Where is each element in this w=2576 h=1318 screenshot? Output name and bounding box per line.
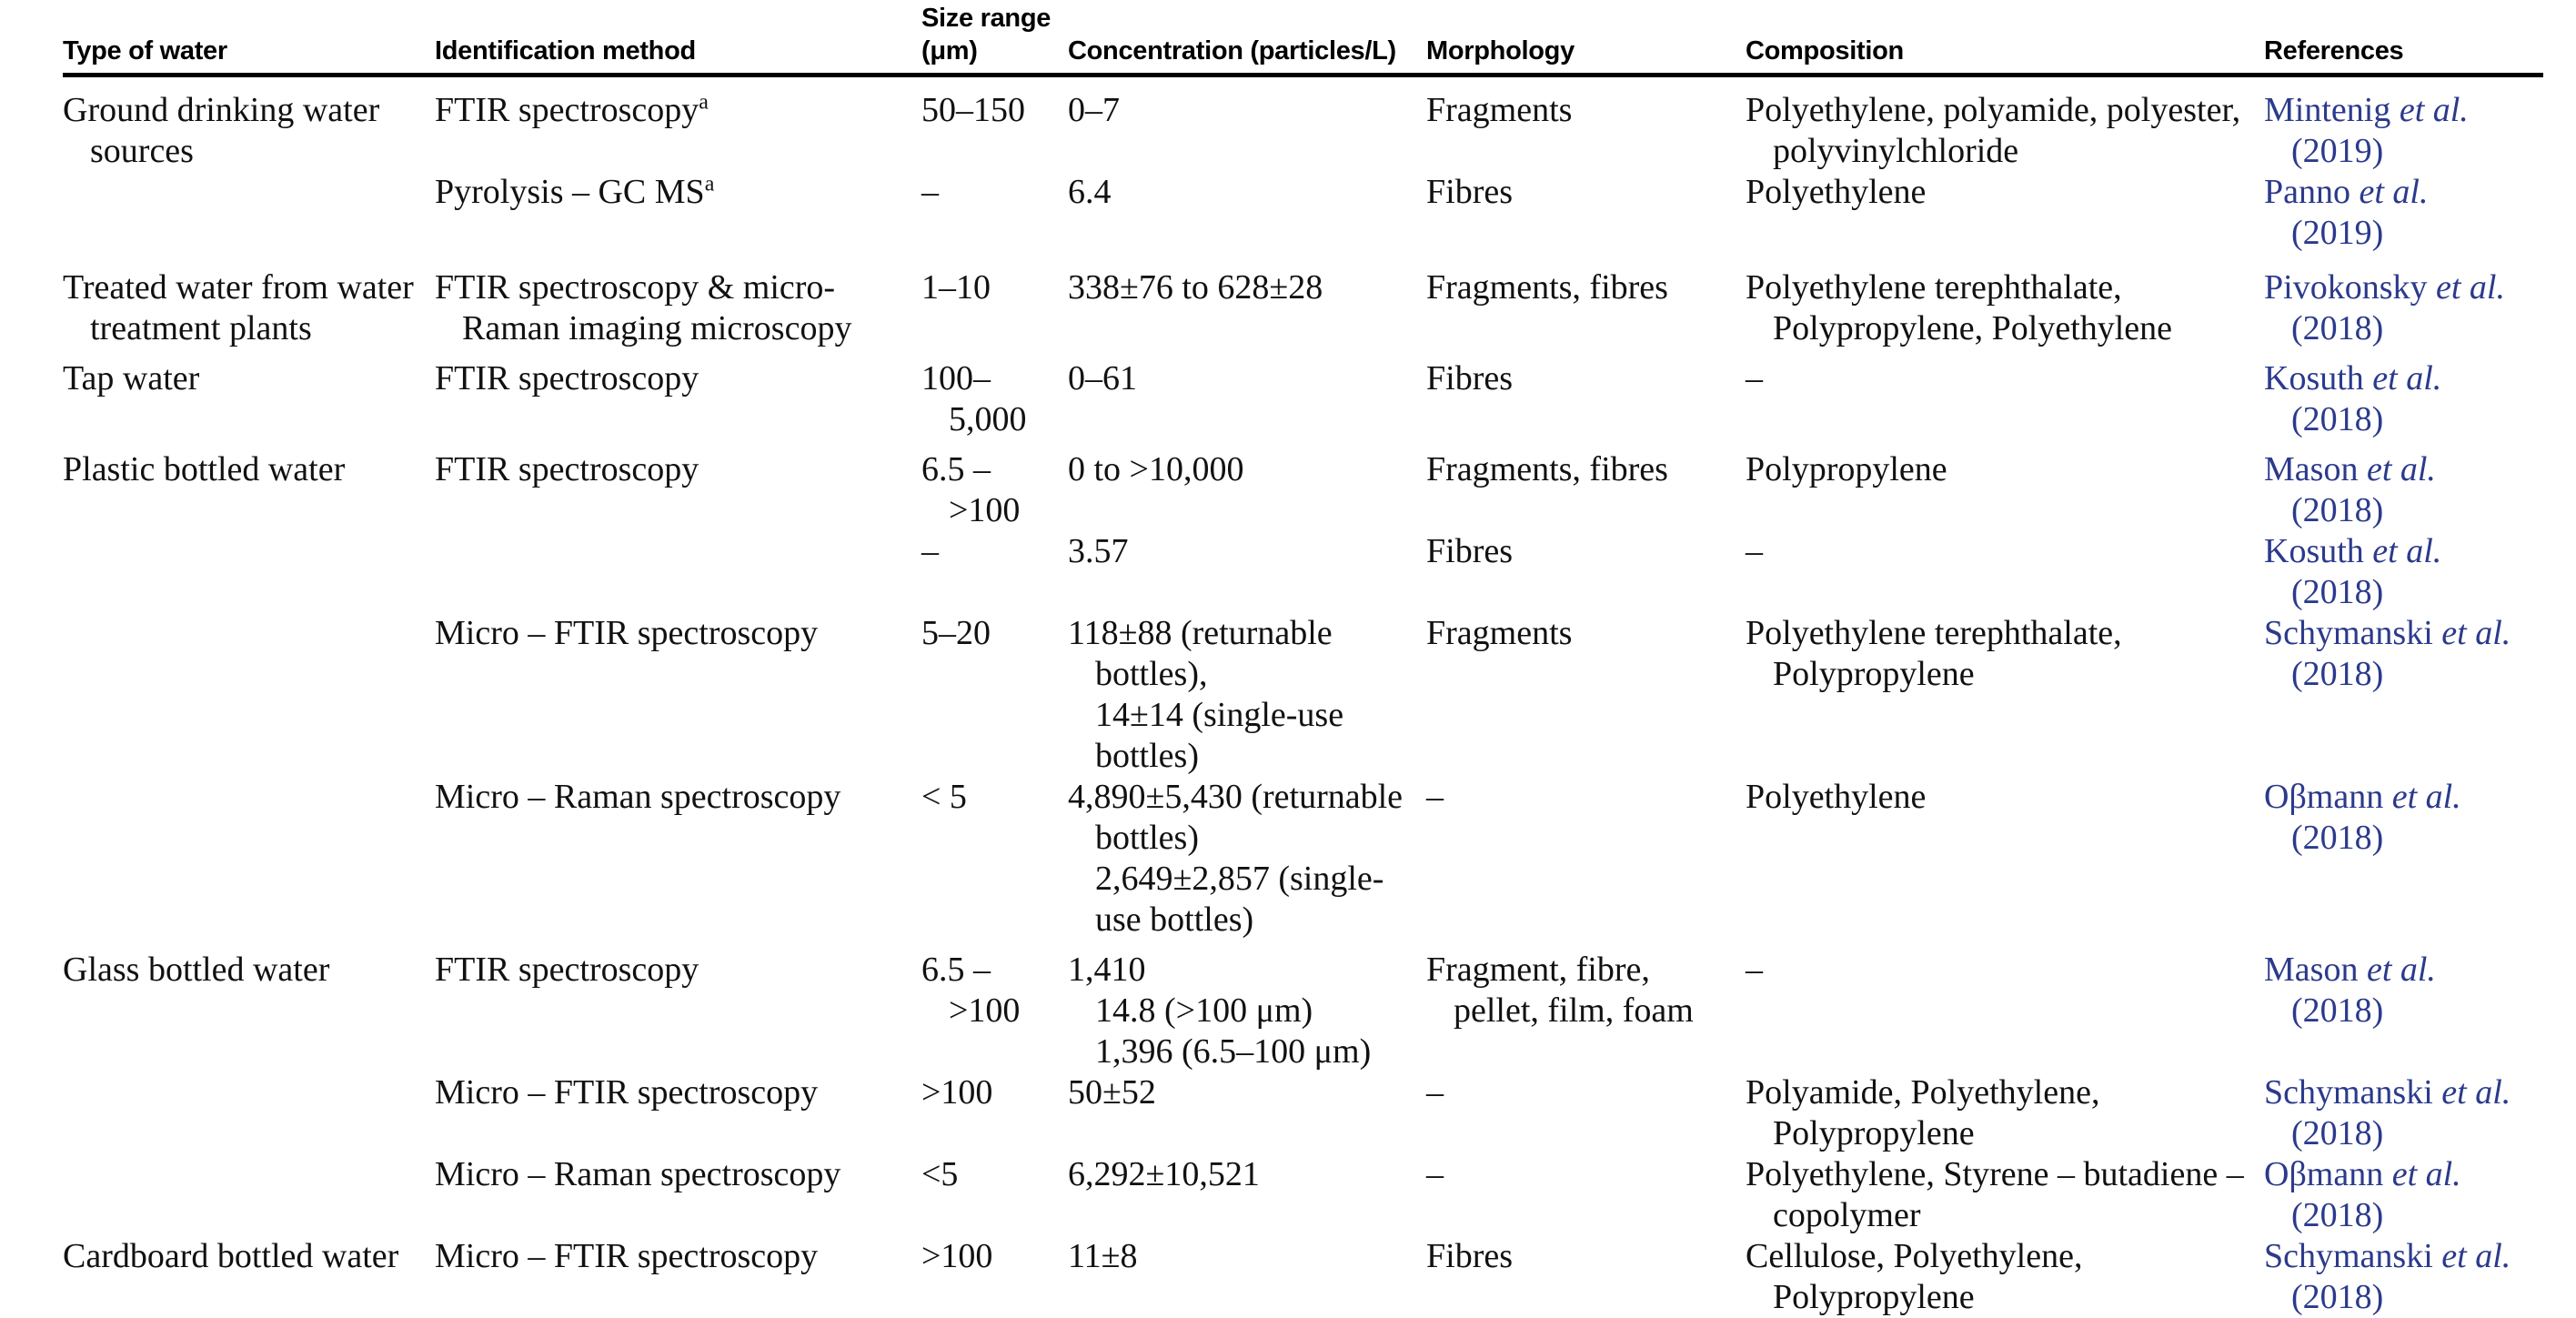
cell-morph: Fragments, fibres	[1426, 268, 1668, 307]
cell-morph: –	[1426, 1155, 1444, 1193]
cell-type: Ground drinking water sources	[63, 91, 380, 170]
cell-comp: Polyethylene	[1746, 173, 1927, 211]
cell-method: Micro – FTIR spectroscopy	[435, 1237, 819, 1275]
cell-comp: Polypropylene	[1746, 450, 1947, 488]
cell-type: Cardboard bottled water	[63, 1237, 399, 1275]
cell-size: 100– 5,000	[921, 359, 1027, 438]
cell-size: <5	[921, 1155, 959, 1193]
cell-ref	[2264, 172, 2576, 254]
cell-method: FTIR spectroscopy	[435, 359, 699, 397]
cell-size: 1–10	[921, 268, 991, 307]
cell-ref	[2264, 267, 2576, 349]
cell-conc: 0–7	[1068, 91, 1120, 129]
column-header-type: Type of water	[63, 36, 227, 65]
footnote-marker: a	[699, 90, 709, 115]
reference-link[interactable]: Mason et al. (2018)	[2264, 450, 2436, 529]
table-row	[63, 531, 2576, 613]
cell-conc: 338±76 to 628±28	[1068, 268, 1323, 307]
cell-morph: Fibres	[1426, 1237, 1513, 1275]
cell-conc: 50±52	[1068, 1073, 1156, 1112]
cell-conc: 0 to >10,000	[1068, 450, 1244, 488]
cell-type: Glass bottled water	[63, 951, 330, 989]
cell-comp: –	[1746, 359, 1763, 397]
cell-comp: Polyethylene, polyamide, polyester, polyvinylchloride	[1746, 91, 2241, 170]
cell-size: 6.5 – >100	[921, 450, 1021, 529]
reference-link[interactable]: Schymanski et al. (2018)	[2264, 1073, 2511, 1152]
cell-method: FTIR spectroscopy	[435, 450, 699, 488]
cell-comp: Polyethylene	[1746, 778, 1927, 816]
cell-size: >100	[921, 1237, 993, 1275]
cell-ref	[2264, 358, 2576, 440]
table-body	[63, 90, 2576, 1318]
cell-method: Micro – Raman spectroscopy	[435, 778, 841, 816]
cell-morph: Fibres	[1426, 532, 1513, 570]
cell-morph: –	[1426, 1073, 1444, 1112]
column-header-conc: Concentration (particles/L)	[1068, 36, 1396, 65]
column-header-method: Identification method	[435, 36, 696, 65]
cell-comp: Polyethylene terephthalate, Polypropylene, Polyethylene	[1746, 268, 2173, 347]
cell-conc: 1,410 14.8 (>100 μm) 1,396 (6.5–100 μm)	[1068, 951, 1372, 1071]
reference-link[interactable]: Panno et al. (2019)	[2264, 173, 2429, 252]
cell-comp: Polyamide, Polyethylene, Polypropylene	[1746, 1073, 2100, 1152]
table-row	[63, 1154, 2576, 1236]
table-row	[63, 1072, 2576, 1154]
cell-conc: 3.57	[1068, 532, 1129, 570]
cell-comp: –	[1746, 951, 1763, 989]
cell-comp: –	[1746, 532, 1763, 570]
cell-ref	[2264, 449, 2576, 531]
table-row	[63, 613, 2576, 777]
table-row	[63, 1236, 2576, 1318]
table-row	[63, 90, 2576, 172]
table-row	[63, 449, 2576, 531]
reference-link[interactable]: Schymanski et al. (2018)	[2264, 1237, 2511, 1316]
cell-conc: 118±88 (returnable bottles), 14±14 (single-use bottles)	[1068, 614, 1344, 775]
table-row	[63, 777, 2576, 941]
cell-size: 5–20	[921, 614, 991, 652]
cell-size: 50–150	[921, 91, 1025, 129]
cell-conc: 0–61	[1068, 359, 1137, 397]
cell-size: 6.5 – >100	[921, 951, 1021, 1030]
cell-morph: Fibres	[1426, 173, 1513, 211]
cell-type: Plastic bottled water	[63, 450, 346, 488]
column-header-comp: Composition	[1746, 36, 1904, 65]
cell-conc: 4,890±5,430 (returnable bottles) 2,649±2,857 (single- use bottles)	[1068, 778, 1404, 939]
cell-ref	[2264, 1154, 2576, 1236]
cell-ref	[2264, 950, 2576, 1031]
column-header-ref: References	[2264, 36, 2404, 65]
cell-ref	[2264, 1236, 2576, 1318]
header-rule	[63, 73, 2543, 77]
reference-link[interactable]: Mason et al. (2018)	[2264, 951, 2436, 1030]
cell-size: < 5	[921, 778, 967, 816]
cell-morph: Fragment, fibre, pellet, film, foam	[1426, 951, 1694, 1030]
reference-link[interactable]: Oβmann et al. (2018)	[2264, 778, 2461, 857]
cell-method: Pyrolysis – GC MS$^a$	[435, 172, 715, 211]
cell-ref	[2264, 531, 2576, 613]
cell-conc: 6,292±10,521	[1068, 1155, 1260, 1193]
cell-size: –	[921, 532, 939, 570]
cell-comp: Cellulose, Polyethylene, Polypropylene	[1746, 1237, 2083, 1316]
reference-link[interactable]: Oβmann et al. (2018)	[2264, 1155, 2461, 1234]
cell-ref	[2264, 777, 2576, 859]
reference-link[interactable]: Kosuth et al. (2018)	[2264, 532, 2442, 611]
cell-type: Treated water from water treatment plants	[63, 268, 414, 347]
cell-morph: Fragments	[1426, 91, 1573, 129]
table-row	[63, 267, 2576, 349]
cell-comp: Polyethylene terephthalate, Polypropylene	[1746, 614, 2122, 693]
column-header-morph: Morphology	[1426, 36, 1575, 65]
cell-method: FTIR spectroscopy	[435, 951, 699, 989]
cell-ref	[2264, 1072, 2576, 1154]
cell-method: Micro – FTIR spectroscopy	[435, 614, 819, 652]
reference-link[interactable]: Mintenig et al. (2019)	[2264, 91, 2469, 170]
cell-ref	[2264, 90, 2576, 172]
table-row	[63, 172, 2576, 254]
cell-morph: –	[1426, 778, 1444, 816]
reference-link[interactable]: Kosuth et al. (2018)	[2264, 359, 2442, 438]
cell-ref	[2264, 613, 2576, 695]
cell-type: Tap water	[63, 359, 200, 397]
table-row	[63, 950, 2576, 1072]
cell-method: Micro – Raman spectroscopy	[435, 1155, 841, 1193]
footnote-marker: a	[704, 172, 715, 196]
cell-conc: 6.4	[1068, 173, 1112, 211]
cell-method: Micro – FTIR spectroscopy	[435, 1073, 819, 1112]
column-header-size: Size range (μm)	[921, 4, 1052, 65]
cell-morph: Fibres	[1426, 359, 1513, 397]
cell-comp: Polyethylene, Styrene – butadiene – copolymer	[1746, 1155, 2244, 1234]
cell-morph: Fragments, fibres	[1426, 450, 1668, 488]
cell-size: –	[921, 173, 939, 211]
table-row	[63, 358, 2576, 440]
reference-link[interactable]: Pivokonsky et al. (2018)	[2264, 268, 2505, 347]
cell-size: >100	[921, 1073, 993, 1112]
cell-conc: 11±8	[1068, 1237, 1138, 1275]
header-row	[63, 0, 2576, 67]
cell-method: FTIR spectroscopy$^a$	[435, 90, 709, 129]
reference-link[interactable]: Schymanski et al. (2018)	[2264, 614, 2511, 693]
cell-method: FTIR spectroscopy & micro- Raman imaging microscopy	[435, 268, 852, 347]
cell-morph: Fragments	[1426, 614, 1573, 652]
